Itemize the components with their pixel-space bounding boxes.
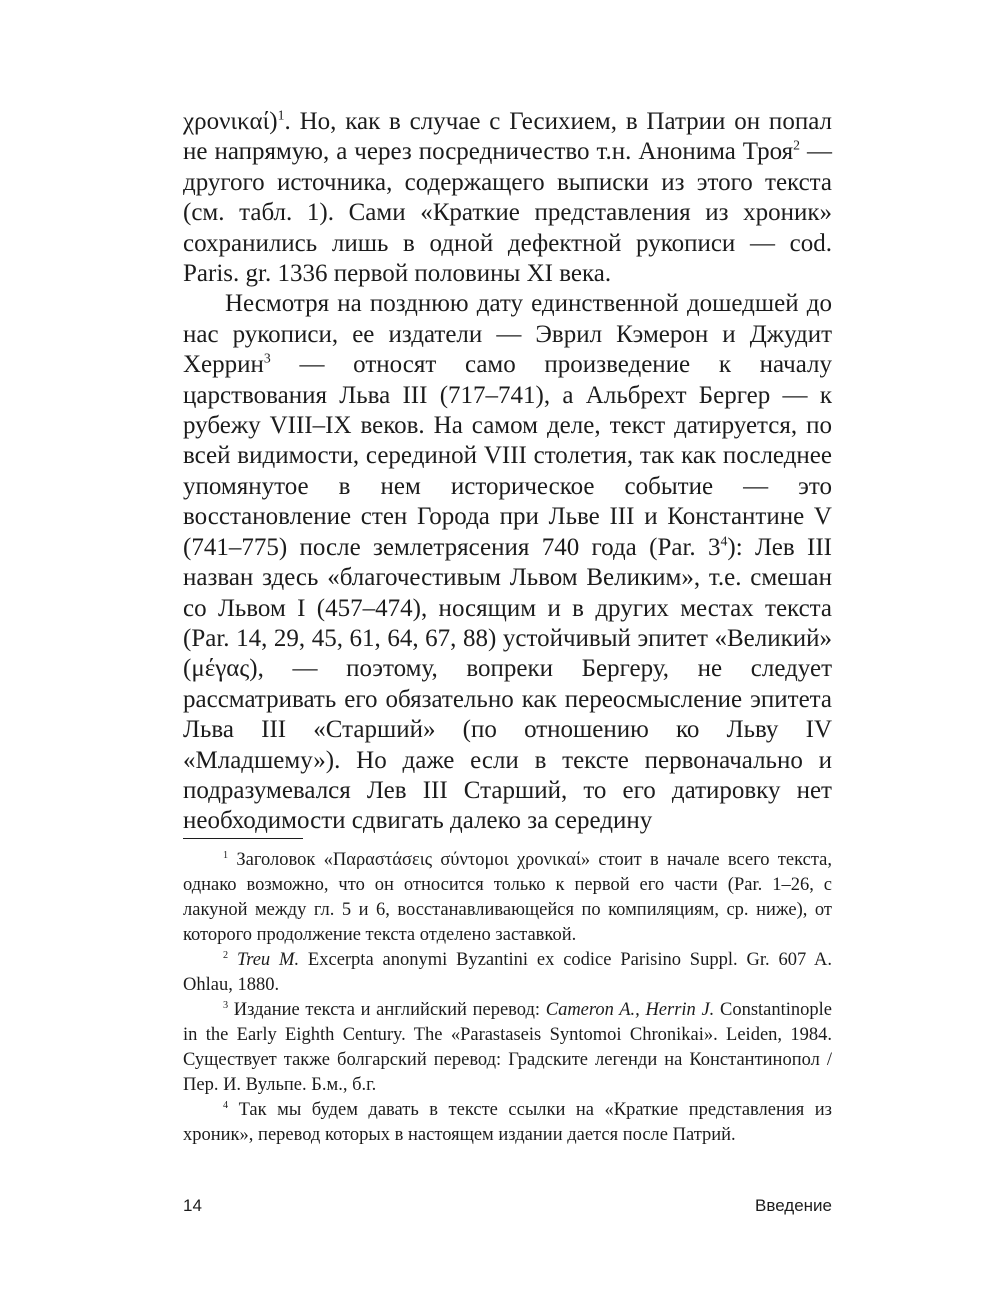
footnote-3 [183,998,832,1098]
footnote-4 [183,1098,832,1148]
paragraph-2 [183,289,832,836]
footnotes [183,848,832,1148]
text-run: — относят само произведение к началу царствования Льва III (717–741), а Альбрехт Бергер — к рубежу VIII–IX веков. На самом деле, текст датируется, по всей видимости, серединой VIII столетия, так как последнее упомянутое в нем историческое событие — это восстановление стен Города при Льве III и Константине V (741–775) после землетрясения 740 года (Par. 3 [183,351,832,561]
footnote-2 [183,948,832,998]
footnote-number: 2 [223,949,229,961]
footnote-text: Заголовок «Παραστάσεις σύντομοι χρονικαί» стоит в начале всего текста, однако возможно, что он относится только к первой его части (Par. 1–26, с лакуной между гл. 5 и 6, восстанавливающейся по компиляциям, ср. ниже), от которого продолжение текста отделено заставкой. [183,850,832,945]
text-run: Несмотря на позднюю дату единственной дошедшей до нас рукописи, ее издатели — Эврил Кэмерон и Джудит Херрин [183,290,832,379]
footnote-ref-3: 3 [263,350,271,366]
footnote-text: Так мы будем давать в тексте ссылки на «Краткие представления из хроник», перевод которых в настоящем издании дается после Патрий. [183,1100,832,1145]
running-section-title: Введение [755,1196,832,1215]
footnote-number: 3 [223,999,229,1011]
page-number: 14 [183,1196,202,1215]
footnote-ref-1: 1 [277,107,285,123]
main-text [183,107,832,837]
text-run: χρονικαί) [183,108,278,135]
footnote-number: 4 [223,1099,229,1111]
footnote-text: Constantinople in the Early Eighth Century. The «Parastaseis Syntomoi Chronikai». Leiden, 1984. Существует также болгарский перевод: Градските легенди на Константинопол / Пер. И. Вульпе. Б.м., б.г. [183,1000,832,1095]
paragraph-1 [183,107,832,289]
footnote-ref-2: 2 [793,138,801,154]
footnote-author: Cameron A., Herrin J. [545,1000,715,1020]
footnote-text: Excerpta anonymi Byzantini ex codice Parisino Suppl. Gr. 607 A. Ohlau, 1880. [183,950,833,995]
text-run: ): Лев III назван здесь «благочестивым Львом Великим», т.е. смешан со Львом I (457–474), носящим и в других местах текста (Par. 14, 29, 45, 61, 64, 67, 88) устойчивый эпитет «Великий» (μέγας), — поэтому, вопреки Бергеру, не следует рассматривать его обязательно как переосмысление эпитета Льва III «Старший» (по отношению ко Льву IV «Младшему»). Но даже если в тексте первоначально и подразумевался Лев III Старший, то его датировку нет необходимости сдвигать далеко за середину [183,533,832,835]
footnote-author: Treu M. [236,950,300,970]
page-footer [183,1196,832,1220]
footnote-number: 1 [223,849,229,861]
text-run: — другого источника, содержащего выписки из этого текста (см. табл. 1). Сами «Краткие представления из хроник» сохранились лишь в одной дефектной рукописи — cod. Paris. gr. 1336 первой половины XI века. [183,138,833,288]
footnote-lead: Издание текста и английский перевод: [228,1000,546,1020]
footnote-1 [183,848,832,948]
text-run: . Но, как в случае с Гесихием, в Патрии он попал не напрямую, а через посредничество т.н. Анонима Троя [183,108,832,166]
footnote-ref-4: 4 [720,533,728,549]
footnote-separator [183,838,303,839]
